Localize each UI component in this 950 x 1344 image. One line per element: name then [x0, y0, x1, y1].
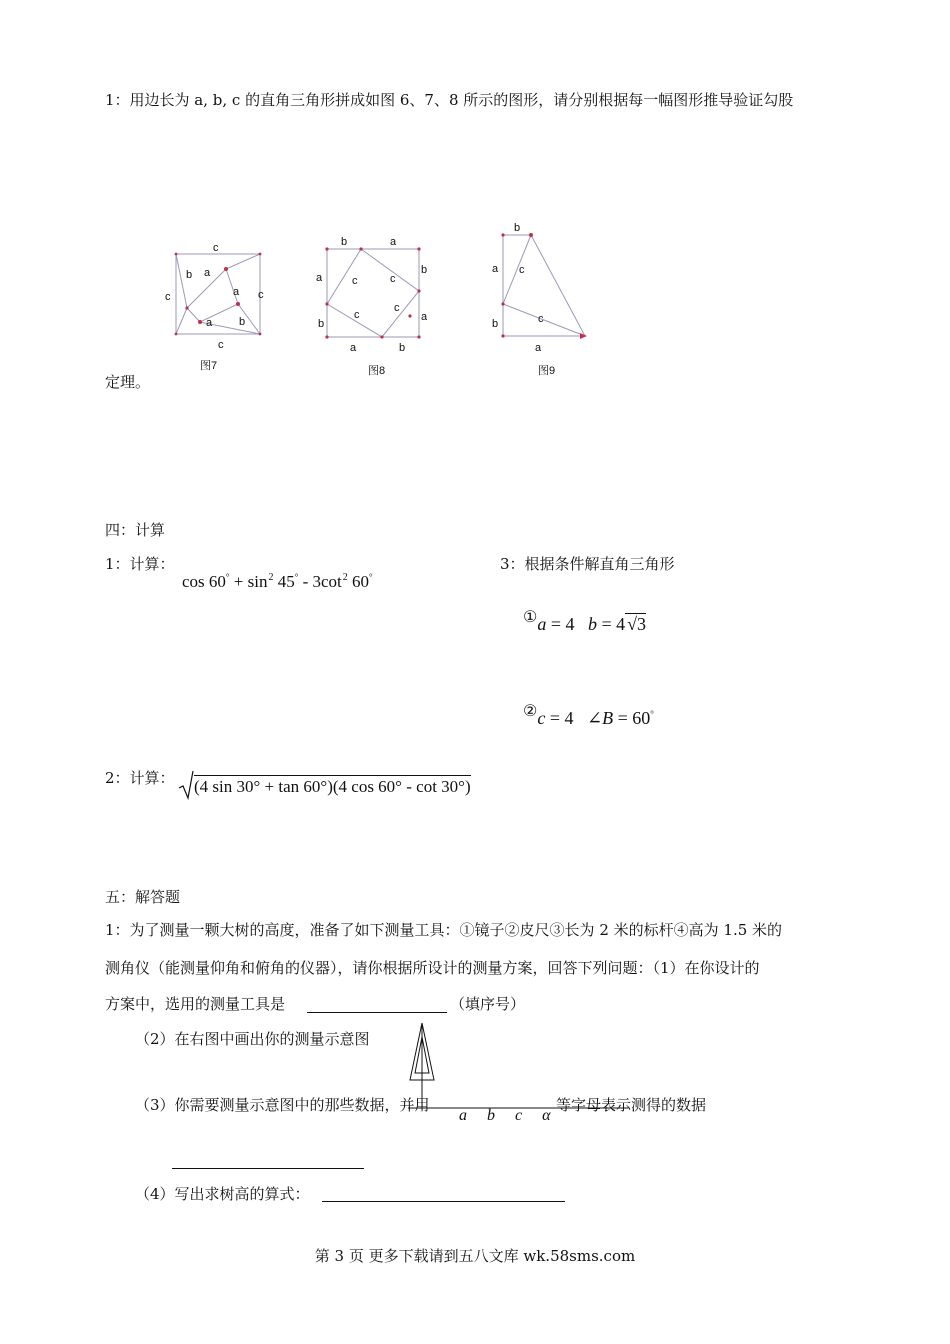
calc2-expression: (4 sin 30° + tan 60°)(4 cos 60° - cot 30°) [194, 777, 471, 796]
fig9-caption: 图9 [538, 365, 556, 376]
s5-q1-line3b: （填序号） [450, 995, 526, 1013]
fig8-label-ba: a [350, 342, 357, 354]
fig7-label-a2: a [233, 286, 240, 298]
measure-letters [459, 1106, 551, 1126]
calc1-cot-arg: 60 [352, 572, 370, 591]
condition-2-cval: = 4 [549, 708, 574, 728]
calc1-expression: $\cos 60^\circ + \sin^2 45^\circ - 3\cot^2$ 60° [182, 572, 373, 591]
fig8-label-c1: c [352, 275, 358, 287]
calc1-cot: 3cot [312, 572, 342, 591]
tools-answer-blank[interactable] [307, 1012, 447, 1013]
page-footer: 第 3 页 更多下载请到五八文库 wk.58sms.com [314, 1247, 636, 1265]
fig7-label-bottom: c [218, 339, 224, 351]
s5-q2: （2）在右图中画出你的测量示意图 [135, 1030, 370, 1048]
condition-1-b: b [588, 614, 597, 634]
calc1-sin: sin [247, 572, 268, 591]
fig8-label-c4: c [354, 309, 360, 321]
s5-q3b: 等字母表示测得的数据 [556, 1096, 707, 1114]
fig8-label-lb: b [318, 318, 325, 330]
section4-heading: 四：计算 [105, 521, 166, 539]
condition-2-c: c [537, 708, 546, 728]
letter-a: a [459, 1107, 467, 1124]
fig7-label-b1: b [186, 269, 193, 281]
calc2-label: 2：计算： [105, 769, 175, 787]
condition-2-mark: ② [523, 703, 538, 720]
calc1-cot-exp: 2 [342, 572, 348, 583]
q1-text-line1: 1：用边长为 a, b, c 的直角三角形拼成如图 6、7、8 所示的图形，请分别根据每一幅图形推导验证勾股 [105, 91, 794, 109]
fig8-label-bb: b [399, 342, 406, 354]
condition-1-root: 3 [637, 614, 647, 634]
s5-q4: （4）写出求树高的算式： [135, 1185, 310, 1203]
fig7-label-left: c [165, 291, 171, 303]
calc3-label: 3：根据条件解直角三角形 [500, 555, 675, 573]
fig7-label-right: c [258, 289, 264, 301]
fig8-caption: 图8 [368, 365, 386, 377]
fig9-label-a-bottom: a [535, 342, 542, 354]
fig8-label-ra: a [421, 311, 428, 323]
condition-1-mark: ① [523, 609, 538, 626]
fig7-label-a1: a [204, 267, 211, 279]
calc1-sin-exp: 2 [268, 572, 274, 583]
condition-1-aval: = 4 [550, 614, 575, 634]
q1-text-line2: 定理。 [105, 373, 151, 391]
fig8-label-c3: c [394, 302, 400, 314]
fig8-label-rb: b [421, 264, 428, 276]
fig7-label-a3: a [206, 317, 213, 329]
fig8-label-ta: a [390, 236, 397, 248]
calc1-sin-arg: 45 [277, 572, 295, 591]
fig7-caption: 图7 [200, 360, 218, 372]
condition-1-a: a [537, 614, 547, 634]
fig9-label-c-upper: c [519, 264, 525, 276]
formula-answer-blank[interactable] [322, 1201, 565, 1202]
calc1-plus: + [233, 572, 244, 591]
condition-2-angle-val: = 60 [617, 708, 651, 728]
calc1-cos: cos 60 [182, 572, 226, 591]
condition-2-angle: ∠B [587, 708, 614, 728]
condition-2: ②c = 4 ∠B = 60° [523, 703, 654, 728]
fig8-label-c2: c [390, 273, 396, 285]
fig8-label-tb: b [341, 236, 348, 248]
figure-9 [485, 216, 605, 376]
data-answer-blank[interactable] [172, 1168, 364, 1169]
fig7-label-top: c [213, 242, 219, 254]
s5-q1-line2: 测角仪（能测量仰角和俯角的仪器），请你根据所设计的测量方案，回答下列问题：（1）在你设计的 [105, 959, 760, 977]
s5-q3a: （3）你需要测量示意图中的那些数据，并用 [135, 1096, 430, 1114]
letter-c: c [515, 1107, 523, 1124]
condition-1-bval: = 4 [601, 614, 626, 634]
figure-8 [310, 230, 440, 380]
s5-q1-line1: 1：为了测量一颗大树的高度，准备了如下测量工具：①镜子②皮尺③长为 2 米的标杆④高为 1.5 米的 [105, 921, 783, 939]
fig9-label-c-lower: c [538, 313, 544, 325]
s5-q1-line3a: 方案中，选用的测量工具是 [105, 995, 286, 1013]
figure-7 [160, 236, 280, 376]
calc1-label: 1：计算： [105, 555, 175, 573]
condition-1: ①a = 4 b = 4 √3 [523, 609, 647, 634]
letter-alpha: α [542, 1107, 551, 1124]
letter-b: b [487, 1107, 495, 1124]
fig8-label-la: a [316, 272, 323, 284]
fig9-label-b-left: b [492, 318, 499, 330]
fig7-label-b2: b [239, 316, 246, 328]
fig9-label-a-left: a [492, 263, 499, 275]
section5-heading: 五：解答题 [105, 888, 181, 906]
fig9-label-b-top: b [514, 222, 521, 234]
sqrt-symbol [178, 770, 194, 800]
calc1-minus: - [302, 572, 309, 591]
